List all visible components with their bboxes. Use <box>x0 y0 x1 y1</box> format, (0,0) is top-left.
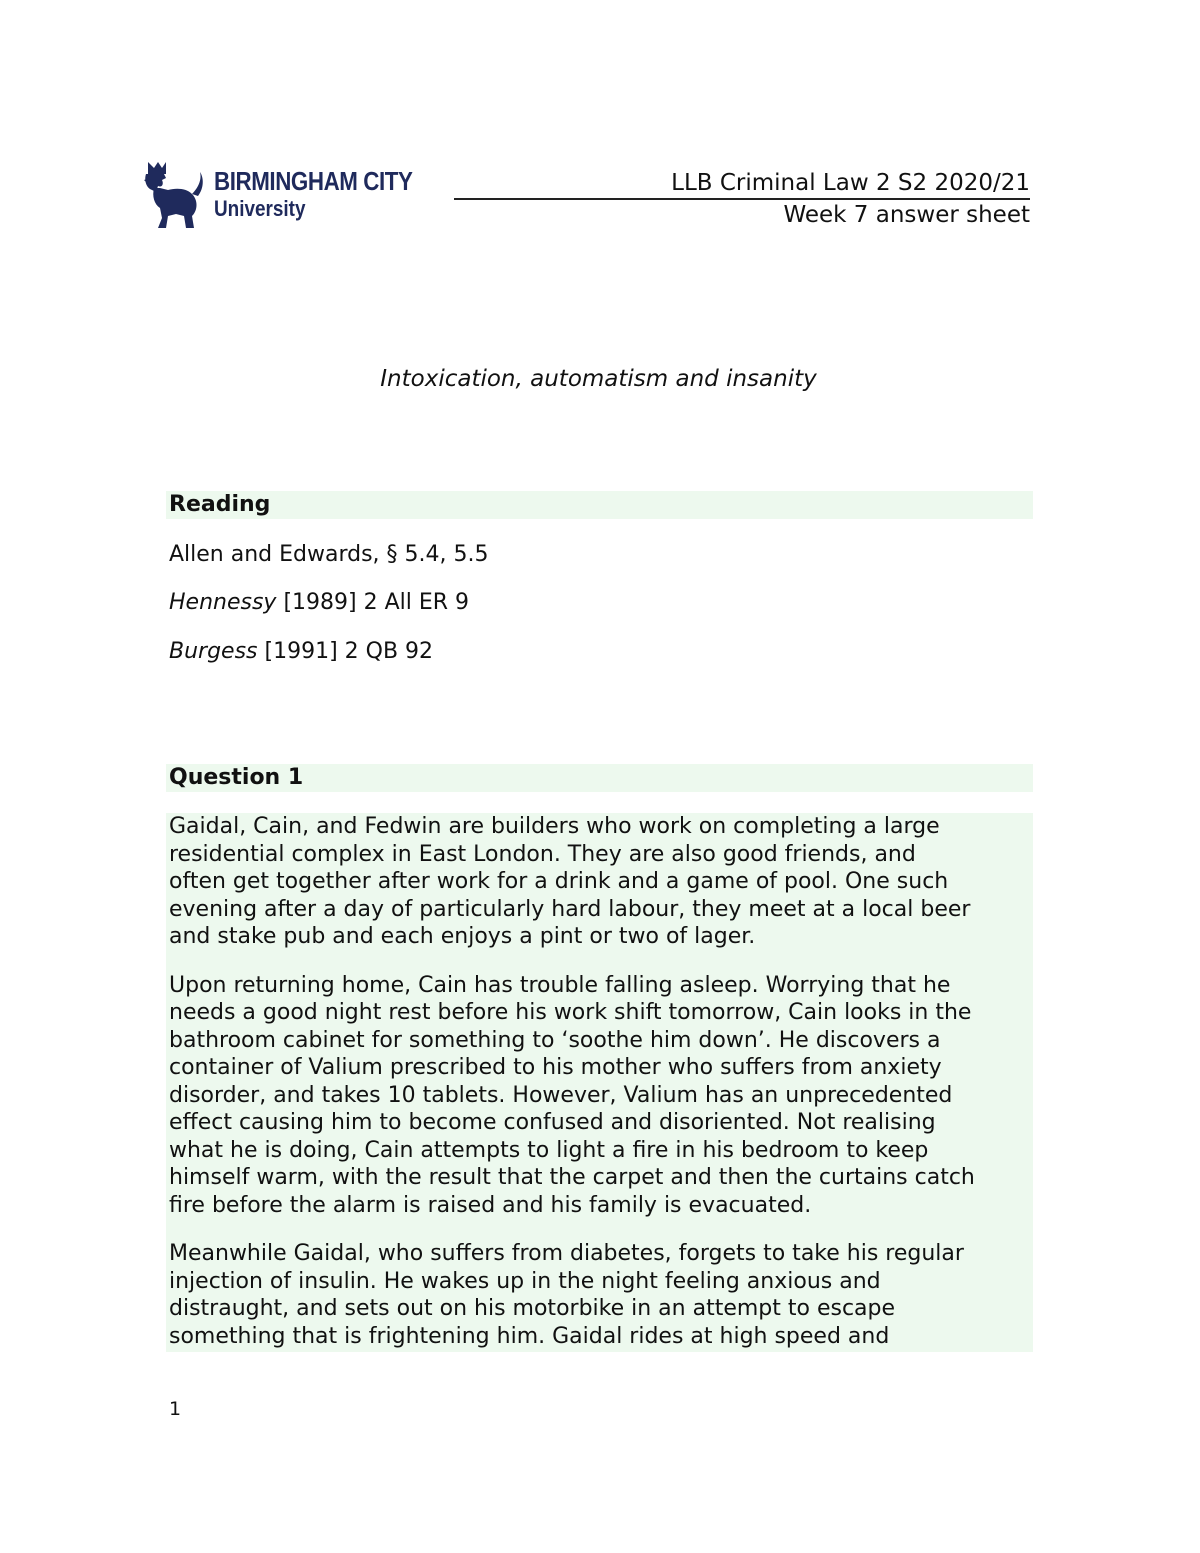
paragraph <box>169 813 1030 951</box>
university-logo <box>140 158 445 230</box>
reference-text: [1989] 2 All ER 9 <box>276 590 470 615</box>
text-line: Gaidal, Cain, and Fedwin are builders who work on completing a large <box>169 814 940 839</box>
document-title: Intoxication, automatism and insanity <box>380 366 817 392</box>
paragraph <box>169 972 1030 1220</box>
text-line: Meanwhile Gaidal, who suffers from diabetes, forgets to take his regular <box>169 1241 964 1266</box>
question-body <box>166 813 1033 1352</box>
sheet-title: Week 7 answer sheet <box>783 202 1030 228</box>
reference-text: Allen and Edwards, § 5.4, 5.5 <box>169 542 489 567</box>
reading-heading: Reading <box>166 491 1033 519</box>
text-line: evening after a day of particularly hard labour, they meet at a local beer <box>169 896 971 922</box>
text-line: something that is frightening him. Gaidal rides at high speed and <box>169 1323 890 1349</box>
reading-item <box>169 541 489 569</box>
text-line: injection of insulin. He wakes up in the night feeling anxious and <box>169 1268 881 1294</box>
text-line: Upon returning home, Cain has trouble falling asleep. Worrying that he <box>169 972 951 998</box>
text-line: distraught, and sets out on his motorbike in an attempt to escape <box>169 1296 896 1321</box>
text-line: what he is doing, Cain attempts to light a fire in his bedroom to keep <box>169 1137 929 1163</box>
paragraph <box>169 1240 1030 1350</box>
case-name: Burgess <box>169 639 258 664</box>
reference-text: [1991] 2 QB 92 <box>257 639 434 664</box>
university-name <box>214 168 445 220</box>
text-line: bathroom cabinet for something to ‘soothe him down’. He discovers a <box>169 1027 941 1053</box>
text-line: effect causing him to become confused and disoriented. Not realising <box>169 1110 936 1135</box>
reading-item <box>169 638 433 666</box>
question-heading: Question 1 <box>166 764 1033 792</box>
text-line: fire before the alarm is raised and his family is evacuated. <box>169 1192 812 1218</box>
text-line: container of Valium prescribed to his mother who suffers from anxiety <box>169 1055 942 1080</box>
text-line: and stake pub and each enjoys a pint or two of lager. <box>169 924 756 949</box>
reading-item <box>169 589 469 617</box>
page-number: 1 <box>169 1398 182 1420</box>
text-line: disorder, and takes 10 tablets. However, Valium has an unprecedented <box>169 1082 953 1108</box>
case-name: Hennessy <box>169 590 277 615</box>
text-line: needs a good night rest before his work shift tomorrow, Cain looks in the <box>169 1000 972 1025</box>
text-line: residential complex in East London. They are also good friends, and <box>169 841 916 867</box>
document-header <box>454 170 1030 228</box>
text-line: himself warm, with the result that the carpet and then the curtains catch <box>169 1165 975 1190</box>
lion-crest-icon <box>140 158 206 230</box>
university-name-line1: BIRMINGHAM CITY <box>214 166 413 196</box>
text-line: often get together after work for a drink and a game of pool. One such <box>169 869 949 894</box>
course-title: LLB Criminal Law 2 S2 2020/21 <box>454 170 1030 200</box>
university-name-line2: University <box>214 196 306 221</box>
